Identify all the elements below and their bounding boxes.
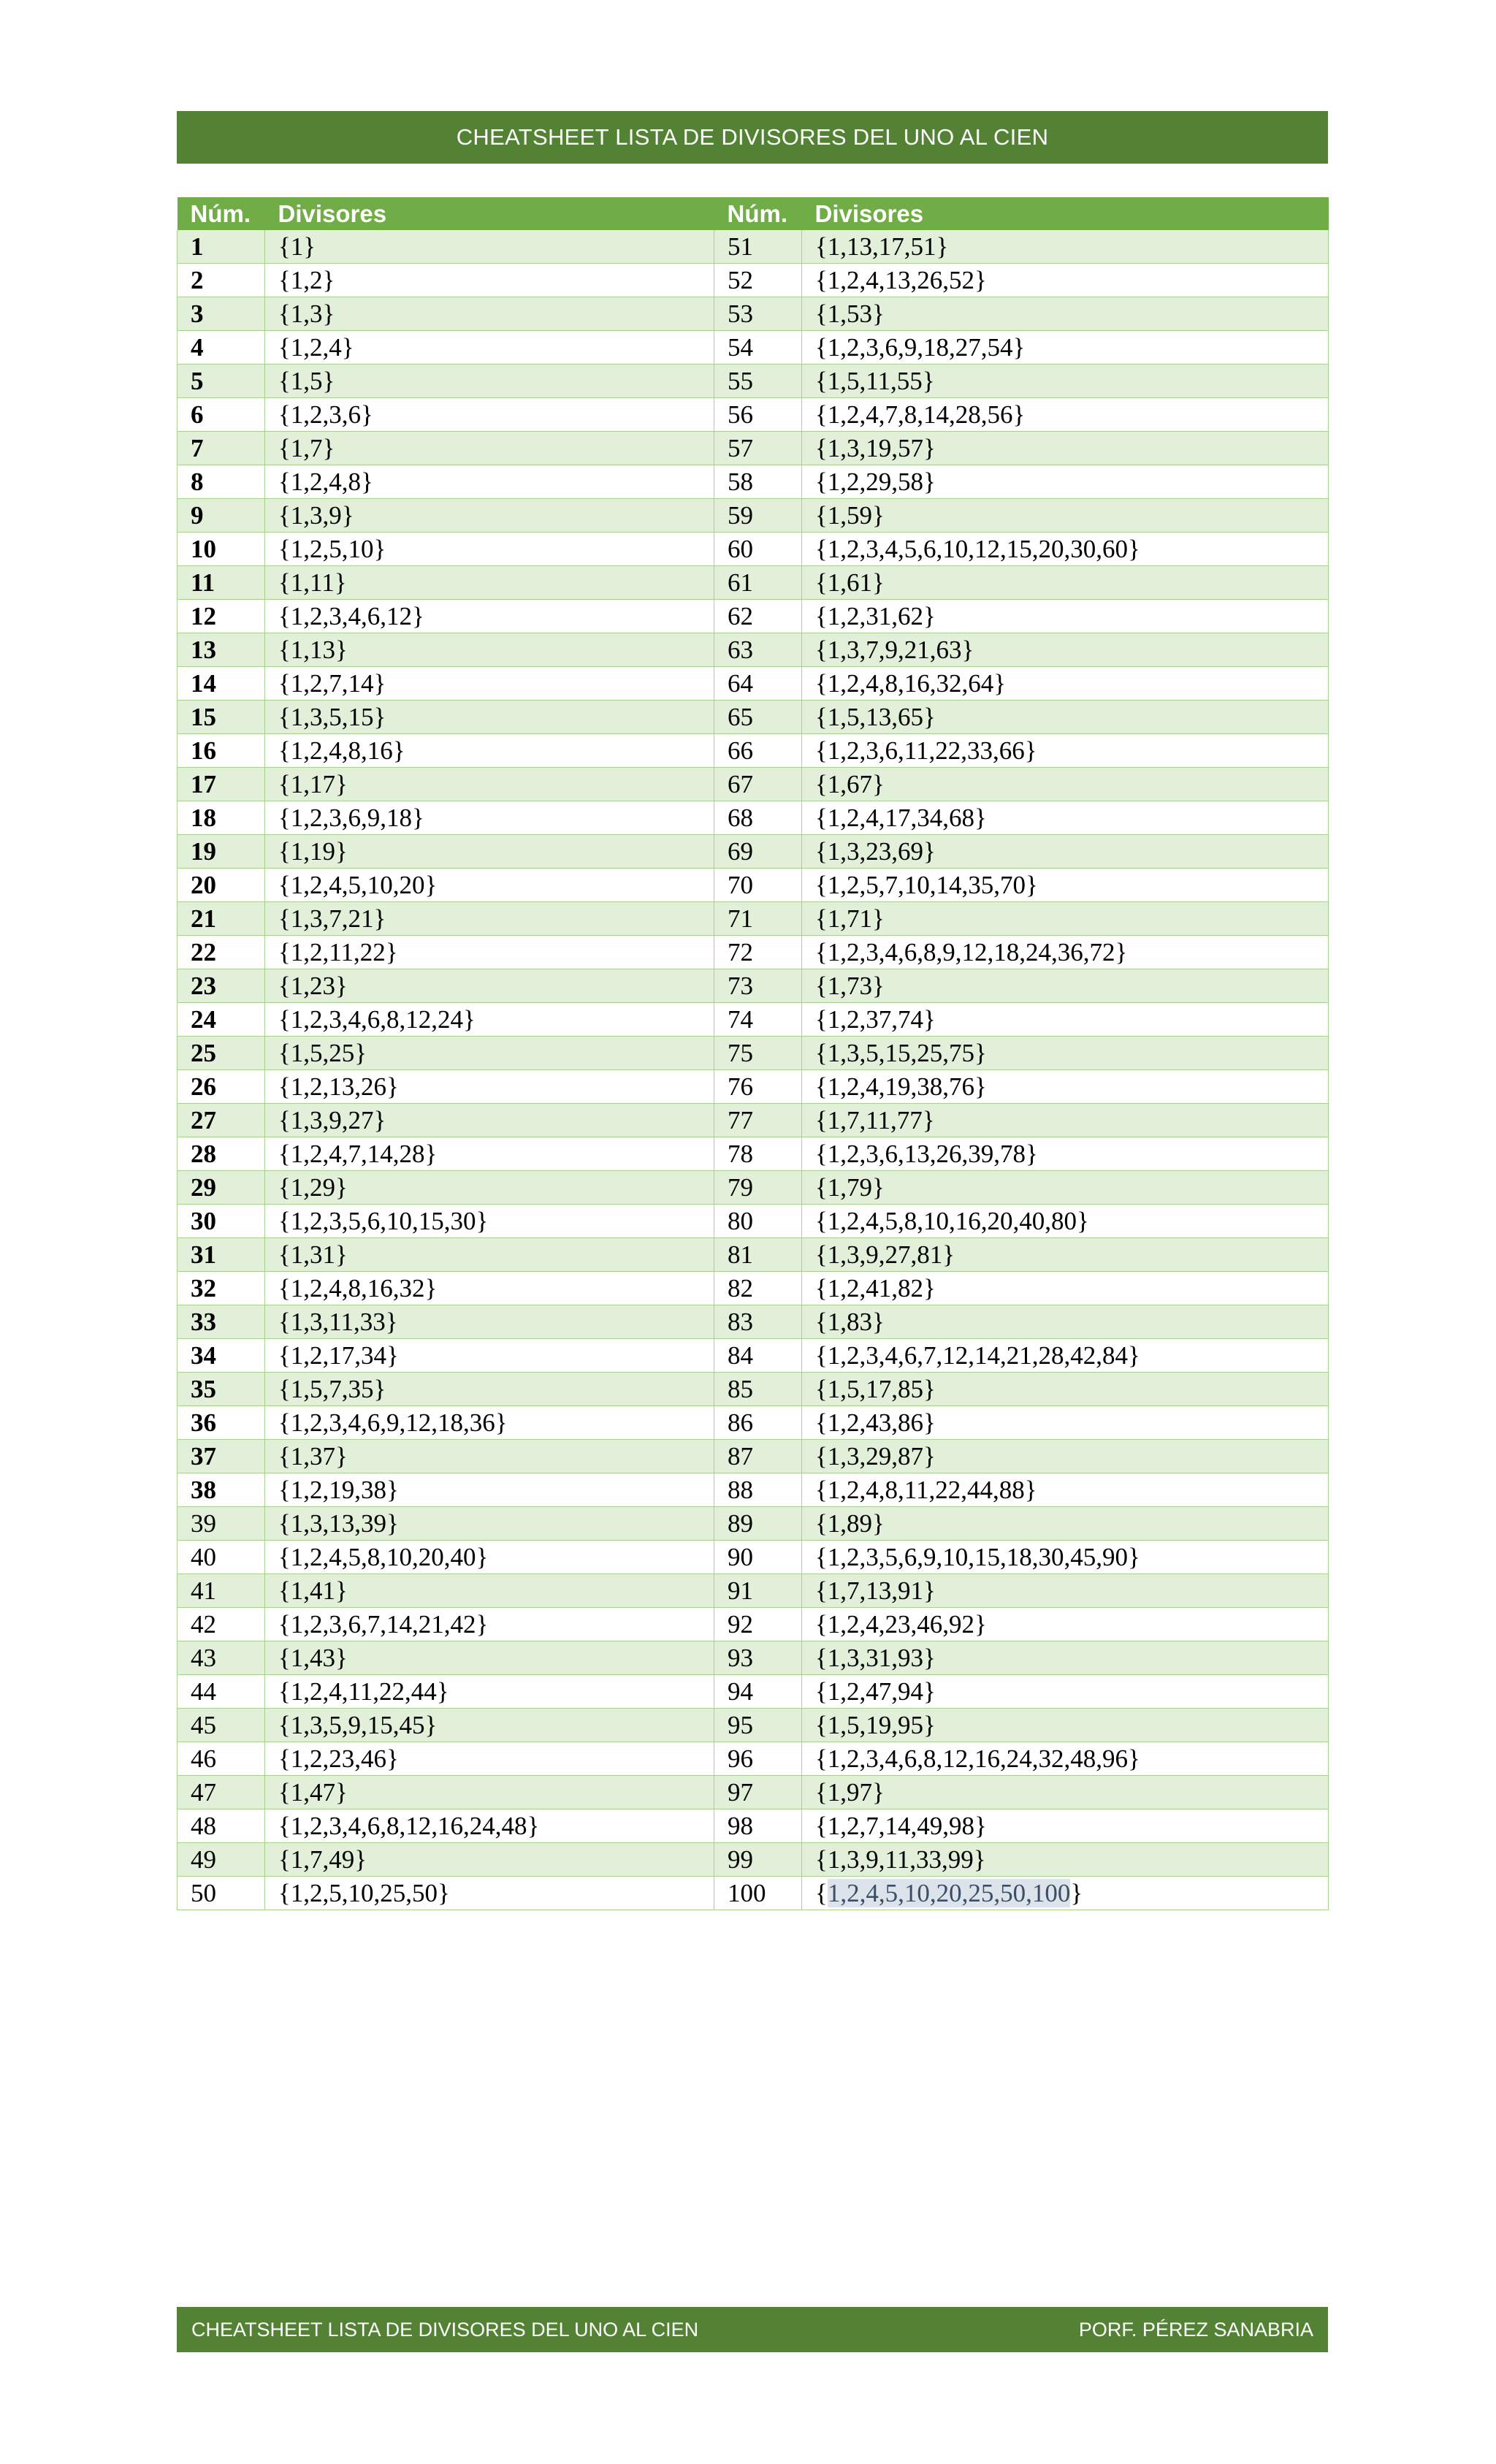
num-cell: 62 (714, 600, 802, 633)
table-row (178, 1574, 1329, 1608)
divisors-cell: {1,53} (802, 297, 1329, 331)
table-row (178, 1104, 1329, 1137)
table-row (178, 701, 1329, 734)
table-body (178, 230, 1329, 1910)
num-cell: 49 (178, 1843, 265, 1877)
num-cell: 50 (178, 1877, 265, 1910)
num-cell: 33 (178, 1305, 265, 1339)
divisors-cell: {1,2,23,46} (265, 1742, 714, 1776)
table-row (178, 365, 1329, 398)
divisors-cell: {1,2,3,4,6,9,12,18,36} (265, 1406, 714, 1440)
num-cell: 41 (178, 1574, 265, 1608)
table-row (178, 566, 1329, 600)
num-cell: 28 (178, 1137, 265, 1171)
num-cell: 2 (178, 264, 265, 297)
num-cell: 20 (178, 869, 265, 902)
table-row (178, 1272, 1329, 1305)
num-cell: 64 (714, 667, 802, 701)
divisors-cell: {1,7,11,77} (802, 1104, 1329, 1137)
num-cell: 87 (714, 1440, 802, 1473)
num-cell: 95 (714, 1709, 802, 1742)
divisors-cell: {1,2,7,14} (265, 667, 714, 701)
num-cell: 9 (178, 499, 265, 533)
num-cell: 90 (714, 1541, 802, 1574)
num-cell: 45 (178, 1709, 265, 1742)
table-row (178, 1205, 1329, 1238)
divisors-cell: {1,2,3,6,9,18} (265, 801, 714, 835)
divisors-cell: {1,2,19,38} (265, 1473, 714, 1507)
divisors-cell: {1,2,41,82} (802, 1272, 1329, 1305)
divisors-cell: {1,2,4,8,16,32,64} (802, 667, 1329, 701)
num-cell: 60 (714, 533, 802, 566)
table-row (178, 1507, 1329, 1541)
num-cell: 97 (714, 1776, 802, 1809)
divisors-cell: {1,2,4,8,16} (265, 734, 714, 768)
num-cell: 32 (178, 1272, 265, 1305)
num-cell: 39 (178, 1507, 265, 1541)
num-cell: 29 (178, 1171, 265, 1205)
divisors-cell: {1,5,19,95} (802, 1709, 1329, 1742)
table-row (178, 1070, 1329, 1104)
divisors-cell: {1,2,3,6,7,14,21,42} (265, 1608, 714, 1641)
num-cell: 21 (178, 902, 265, 936)
num-cell: 68 (714, 801, 802, 835)
divisors-cell: {1,7,49} (265, 1843, 714, 1877)
num-cell: 51 (714, 230, 802, 264)
divisors-cell: {1,2,4,7,8,14,28,56} (802, 398, 1329, 432)
table-row (178, 1541, 1329, 1574)
table-row (178, 1339, 1329, 1373)
divisors-cell: {1,7,13,91} (802, 1574, 1329, 1608)
num-cell: 26 (178, 1070, 265, 1104)
divisors-cell: {1,7} (265, 432, 714, 465)
num-cell: 93 (714, 1641, 802, 1675)
num-cell: 48 (178, 1809, 265, 1843)
num-cell: 58 (714, 465, 802, 499)
num-cell: 8 (178, 465, 265, 499)
divisors-cell: {1,5,11,55} (802, 365, 1329, 398)
divisors-cell: {1,2,47,94} (802, 1675, 1329, 1709)
divisors-cell: {1,2,5,7,10,14,35,70} (802, 869, 1329, 902)
divisors-cell: {1,2,4,11,22,44} (265, 1675, 714, 1709)
highlighted-divisors: {1,2,4,5,10,20,25,50,100} (815, 1879, 1083, 1907)
divisors-cell: {1,2,3,4,6,7,12,14,21,28,42,84} (802, 1339, 1329, 1373)
divisors-cell: {1,3,19,57} (802, 432, 1329, 465)
num-cell: 71 (714, 902, 802, 936)
table-row (178, 297, 1329, 331)
num-cell: 69 (714, 835, 802, 869)
divisors-cell: {1,3,5,9,15,45} (265, 1709, 714, 1742)
num-cell: 67 (714, 768, 802, 801)
divisors-cell (802, 1877, 1329, 1910)
num-cell: 19 (178, 835, 265, 869)
num-cell: 17 (178, 768, 265, 801)
table-row (178, 230, 1329, 264)
divisors-cell: {1,2,4,5,8,10,16,20,40,80} (802, 1205, 1329, 1238)
divisors-cell: {1,73} (802, 969, 1329, 1003)
table-row (178, 1843, 1329, 1877)
table-row (178, 1742, 1329, 1776)
num-cell: 46 (178, 1742, 265, 1776)
divisors-cell: {1,3,13,39} (265, 1507, 714, 1541)
num-cell: 4 (178, 331, 265, 365)
num-cell: 22 (178, 936, 265, 969)
divisors-cell: {1,2,3,5,6,9,10,15,18,30,45,90} (802, 1541, 1329, 1574)
divisors-cell: {1,13} (265, 633, 714, 667)
divisors-cell: {1,2,3,6} (265, 398, 714, 432)
num-cell: 59 (714, 499, 802, 533)
num-cell: 75 (714, 1037, 802, 1070)
num-cell: 38 (178, 1473, 265, 1507)
table-row (178, 1037, 1329, 1070)
divisors-cell: {1,67} (802, 768, 1329, 801)
table-row (178, 1305, 1329, 1339)
divisors-cell: {1,2,4,13,26,52} (802, 264, 1329, 297)
divisors-cell: {1,59} (802, 499, 1329, 533)
num-cell: 16 (178, 734, 265, 768)
divisors-cell: {1,2,3,5,6,10,15,30} (265, 1205, 714, 1238)
divisors-cell: {1,3,29,87} (802, 1440, 1329, 1473)
divisors-cell: {1,5,25} (265, 1037, 714, 1070)
table-row (178, 1406, 1329, 1440)
divisors-cell: {1,3,23,69} (802, 835, 1329, 869)
table-row (178, 633, 1329, 667)
num-cell: 98 (714, 1809, 802, 1843)
num-cell: 15 (178, 701, 265, 734)
num-cell: 23 (178, 969, 265, 1003)
num-cell: 92 (714, 1608, 802, 1641)
num-cell: 40 (178, 1541, 265, 1574)
divisors-cell: {1,2,4,19,38,76} (802, 1070, 1329, 1104)
divisors-cell: {1,2,11,22} (265, 936, 714, 969)
header-divisors-1: Divisores (265, 197, 714, 230)
divisors-cell: {1,37} (265, 1440, 714, 1473)
divisors-cell: {1,2,4,8} (265, 465, 714, 499)
divisors-cell: {1,2,17,34} (265, 1339, 714, 1373)
divisors-cell: {1,3,9,27,81} (802, 1238, 1329, 1272)
table-row (178, 869, 1329, 902)
table-row (178, 835, 1329, 869)
num-cell: 47 (178, 1776, 265, 1809)
num-cell: 53 (714, 297, 802, 331)
num-cell: 54 (714, 331, 802, 365)
divisors-cell: {1,61} (802, 566, 1329, 600)
table-row (178, 1137, 1329, 1171)
num-cell: 36 (178, 1406, 265, 1440)
divisors-cell: {1,2,37,74} (802, 1003, 1329, 1037)
table-row (178, 1238, 1329, 1272)
num-cell: 43 (178, 1641, 265, 1675)
table-row (178, 936, 1329, 969)
num-cell: 78 (714, 1137, 802, 1171)
divisors-cell: {1,2} (265, 264, 714, 297)
num-cell: 65 (714, 701, 802, 734)
divisors-cell: {1,19} (265, 835, 714, 869)
table-row (178, 432, 1329, 465)
num-cell: 56 (714, 398, 802, 432)
table-row (178, 533, 1329, 566)
num-cell: 35 (178, 1373, 265, 1406)
divisors-cell: {1,2,3,6,11,22,33,66} (802, 734, 1329, 768)
table-row (178, 902, 1329, 936)
table-row (178, 264, 1329, 297)
num-cell: 91 (714, 1574, 802, 1608)
table-row (178, 1709, 1329, 1742)
divisors-cell: {1,31} (265, 1238, 714, 1272)
num-cell: 42 (178, 1608, 265, 1641)
num-cell: 81 (714, 1238, 802, 1272)
divisors-cell: {1} (265, 230, 714, 264)
table-header-row (178, 197, 1329, 230)
divisors-cell: {1,2,3,6,9,18,27,54} (802, 331, 1329, 365)
divisors-cell: {1,83} (802, 1305, 1329, 1339)
header-num-2: Núm. (714, 197, 802, 230)
divisors-cell: {1,2,5,10,25,50} (265, 1877, 714, 1910)
divisors-cell: {1,11} (265, 566, 714, 600)
divisors-cell: {1,29} (265, 1171, 714, 1205)
divisors-cell: {1,5} (265, 365, 714, 398)
footer (177, 2307, 1328, 2352)
divisors-cell: {1,23} (265, 969, 714, 1003)
divisors-cell: {1,2,4,5,8,10,20,40} (265, 1541, 714, 1574)
divisors-cell: {1,2,4,8,11,22,44,88} (802, 1473, 1329, 1507)
num-cell: 1 (178, 230, 265, 264)
table-row (178, 398, 1329, 432)
num-cell: 34 (178, 1339, 265, 1373)
divisors-cell: {1,2,3,4,6,8,12,16,24,32,48,96} (802, 1742, 1329, 1776)
num-cell: 27 (178, 1104, 265, 1137)
num-cell: 3 (178, 297, 265, 331)
table-row (178, 768, 1329, 801)
num-cell: 14 (178, 667, 265, 701)
table-row (178, 1373, 1329, 1406)
num-cell: 76 (714, 1070, 802, 1104)
divisors-cell: {1,2,4,17,34,68} (802, 801, 1329, 835)
num-cell: 24 (178, 1003, 265, 1037)
table-row (178, 331, 1329, 365)
num-cell: 61 (714, 566, 802, 600)
divisors-cell: {1,17} (265, 768, 714, 801)
num-cell: 30 (178, 1205, 265, 1238)
divisors-cell: {1,2,4} (265, 331, 714, 365)
num-cell: 74 (714, 1003, 802, 1037)
table-row (178, 801, 1329, 835)
num-cell: 55 (714, 365, 802, 398)
num-cell: 31 (178, 1238, 265, 1272)
footer-title: CHEATSHEET LISTA DE DIVISORES DEL UNO AL CIEN (191, 2318, 699, 2341)
table-row (178, 1003, 1329, 1037)
divisors-cell: {1,2,3,4,6,12} (265, 600, 714, 633)
divisors-cell: {1,2,43,86} (802, 1406, 1329, 1440)
divisors-cell: {1,2,5,10} (265, 533, 714, 566)
divisors-cell: {1,5,7,35} (265, 1373, 714, 1406)
num-cell: 100 (714, 1877, 802, 1910)
divisors-cell: {1,41} (265, 1574, 714, 1608)
table-row (178, 667, 1329, 701)
divisors-cell: {1,2,13,26} (265, 1070, 714, 1104)
divisors-cell: {1,2,4,8,16,32} (265, 1272, 714, 1305)
table-row (178, 465, 1329, 499)
num-cell: 88 (714, 1473, 802, 1507)
table-row (178, 969, 1329, 1003)
divisors-cell: {1,2,4,5,10,20} (265, 869, 714, 902)
num-cell: 80 (714, 1205, 802, 1238)
divisors-cell: {1,2,3,4,6,8,12,16,24,48} (265, 1809, 714, 1843)
header-divisors-2: Divisores (802, 197, 1329, 230)
table-row (178, 1877, 1329, 1910)
num-cell: 77 (714, 1104, 802, 1137)
table-row (178, 1171, 1329, 1205)
divisors-cell: {1,3,31,93} (802, 1641, 1329, 1675)
divisors-cell: {1,2,4,23,46,92} (802, 1608, 1329, 1641)
divisors-cell: {1,2,3,4,6,8,12,24} (265, 1003, 714, 1037)
num-cell: 63 (714, 633, 802, 667)
divisors-cell: {1,13,17,51} (802, 230, 1329, 264)
num-cell: 6 (178, 398, 265, 432)
num-cell: 86 (714, 1406, 802, 1440)
footer-author: PORF. PÉREZ SANABRIA (1078, 2318, 1313, 2341)
divisors-cell: {1,79} (802, 1171, 1329, 1205)
divisors-table (177, 197, 1329, 1910)
num-cell: 18 (178, 801, 265, 835)
divisors-cell: {1,3,9} (265, 499, 714, 533)
divisors-cell: {1,97} (802, 1776, 1329, 1809)
num-cell: 85 (714, 1373, 802, 1406)
table-row (178, 1675, 1329, 1709)
num-cell: 89 (714, 1507, 802, 1541)
divisors-cell: {1,3,7,21} (265, 902, 714, 936)
divisors-cell: {1,3,11,33} (265, 1305, 714, 1339)
table-row (178, 1809, 1329, 1843)
num-cell: 5 (178, 365, 265, 398)
page-title: CHEATSHEET LISTA DE DIVISORES DEL UNO AL CIEN (177, 111, 1328, 164)
divisors-cell: {1,3,9,11,33,99} (802, 1843, 1329, 1877)
divisors-cell: {1,3,5,15,25,75} (802, 1037, 1329, 1070)
divisors-cell: {1,89} (802, 1507, 1329, 1541)
num-cell: 44 (178, 1675, 265, 1709)
divisors-cell: {1,43} (265, 1641, 714, 1675)
num-cell: 52 (714, 264, 802, 297)
table-row (178, 1608, 1329, 1641)
table-row (178, 600, 1329, 633)
num-cell: 82 (714, 1272, 802, 1305)
num-cell: 99 (714, 1843, 802, 1877)
divisors-cell: {1,3,7,9,21,63} (802, 633, 1329, 667)
num-cell: 37 (178, 1440, 265, 1473)
divisors-cell: {1,3,9,27} (265, 1104, 714, 1137)
table-row (178, 1776, 1329, 1809)
divisors-cell: {1,3,5,15} (265, 701, 714, 734)
num-cell: 12 (178, 600, 265, 633)
num-cell: 25 (178, 1037, 265, 1070)
num-cell: 7 (178, 432, 265, 465)
header-num-1: Núm. (178, 197, 265, 230)
num-cell: 13 (178, 633, 265, 667)
divisors-cell: {1,5,17,85} (802, 1373, 1329, 1406)
table-row (178, 499, 1329, 533)
table-row (178, 1440, 1329, 1473)
num-cell: 10 (178, 533, 265, 566)
num-cell: 83 (714, 1305, 802, 1339)
table-row (178, 734, 1329, 768)
divisors-cell: {1,5,13,65} (802, 701, 1329, 734)
divisors-cell: {1,2,7,14,49,98} (802, 1809, 1329, 1843)
num-cell: 73 (714, 969, 802, 1003)
num-cell: 57 (714, 432, 802, 465)
num-cell: 70 (714, 869, 802, 902)
divisors-cell: {1,71} (802, 902, 1329, 936)
divisors-cell: {1,2,31,62} (802, 600, 1329, 633)
divisors-cell: {1,2,3,4,5,6,10,12,15,20,30,60} (802, 533, 1329, 566)
table-row (178, 1473, 1329, 1507)
num-cell: 66 (714, 734, 802, 768)
num-cell: 94 (714, 1675, 802, 1709)
table-row (178, 1641, 1329, 1675)
divisors-cell: {1,47} (265, 1776, 714, 1809)
divisors-cell: {1,3} (265, 297, 714, 331)
divisors-cell: {1,2,3,6,13,26,39,78} (802, 1137, 1329, 1171)
num-cell: 72 (714, 936, 802, 969)
divisors-cell: {1,2,4,7,14,28} (265, 1137, 714, 1171)
divisors-cell: {1,2,29,58} (802, 465, 1329, 499)
divisors-cell: {1,2,3,4,6,8,9,12,18,24,36,72} (802, 936, 1329, 969)
num-cell: 79 (714, 1171, 802, 1205)
num-cell: 96 (714, 1742, 802, 1776)
num-cell: 84 (714, 1339, 802, 1373)
num-cell: 11 (178, 566, 265, 600)
